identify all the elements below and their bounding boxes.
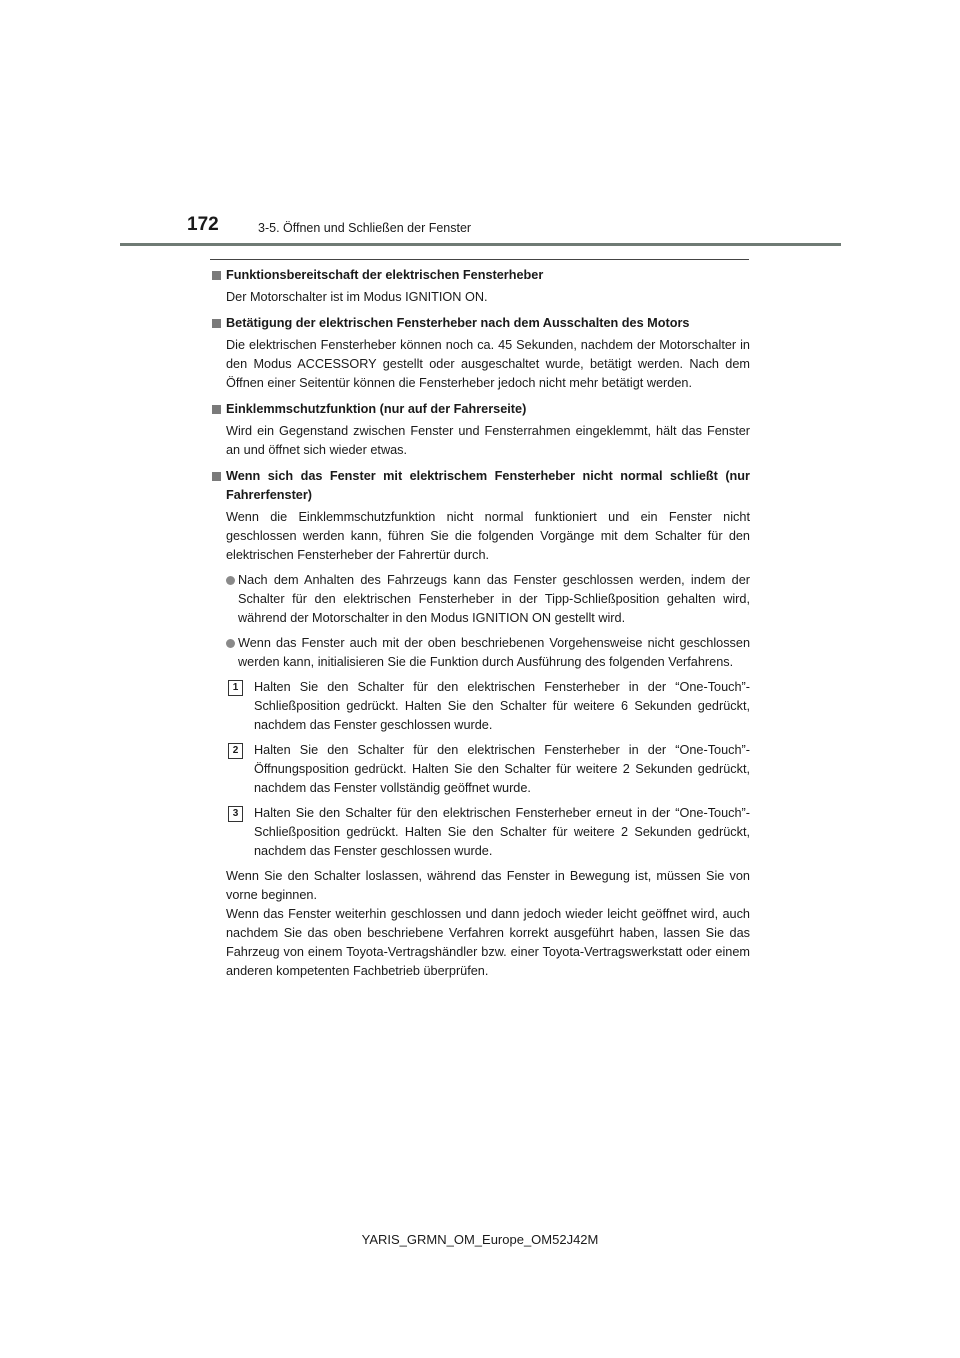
section-heading [210, 314, 750, 333]
closing-paragraph: Wenn Sie den Schalter loslassen, während das Fenster in Bewegung ist, müssen Sie von vorne beginnen. [226, 869, 750, 902]
footer-document-id: YARIS_GRMN_OM_Europe_OM52J42M [361, 1232, 599, 1247]
closing-paragraph: Wenn das Fenster weiterhin geschlossen und dann jedoch wieder leicht geöffnet wird, auch nachdem Sie das oben beschriebene Verfahren korrekt ausgeführt haben, lassen Sie das Fahrzeug von einem Toyota-Vertragshändler bzw. einer Toyota-Vertragswerkstatt oder einem anderen kompetenten Fachbetrieb überprüfen. [226, 907, 750, 978]
header-divider [120, 243, 841, 246]
bullet-text: Wenn das Fenster auch mit der oben beschriebenen Vorgehensweise nicht geschlossen werden kann, initialisieren Sie die Funktion durch Ausführung des folgenden Verfahrens. [238, 636, 750, 669]
round-bullet-icon [226, 576, 235, 585]
section-heading [210, 266, 750, 285]
step-item [210, 741, 750, 798]
step-text: Halten Sie den Schalter für den elektrischen Fensterheber in der “One-Touch”-Schließposition gedrückt. Halten Sie den Schalter für weitere 6 Sekunden gedrückt, nachdem das Fenster geschlossen wurde. [254, 680, 750, 732]
square-bullet-icon [212, 319, 221, 328]
step-number: 2 [228, 743, 243, 759]
section-heading-text: Einklemmschutzfunktion (nur auf der Fahrerseite) [226, 402, 527, 416]
section-paragraph: Der Motorschalter ist im Modus IGNITION ON. [226, 290, 488, 304]
step-item [210, 678, 750, 735]
content-divider [210, 259, 749, 260]
section-title: 3-5. Öffnen und Schließen der Fenster [258, 221, 472, 235]
section-heading-text: Betätigung der elektrischen Fensterheber nach dem Ausschalten des Motors [226, 316, 690, 330]
square-bullet-icon [212, 472, 221, 481]
step-number: 3 [228, 806, 243, 822]
section-heading [210, 400, 750, 419]
section-heading [210, 467, 750, 505]
section-paragraph: Die elektrischen Fensterheber können noch ca. 45 Sekunden, nachdem der Motorschalter in den Modus ACCESSORY gestellt oder ausgeschaltet wurde, betätigt werden. Nach dem Öffnen einer Seitentür können die Fensterheber jedoch nicht mehr betätigt werden. [226, 338, 750, 390]
square-bullet-icon [212, 405, 221, 414]
page-content [210, 266, 750, 981]
section-paragraph: Wenn die Einklemmschutzfunktion nicht normal funktioniert und ein Fenster nicht geschlossen werden kann, führen Sie die folgenden Vorgänge mit dem Schalter für den elektrischen Fensterheber der Fahrertür durch. [226, 510, 750, 562]
section-heading-text: Wenn sich das Fenster mit elektrischem Fensterheber nicht normal schließt (nur Fahrerfenster) [226, 469, 750, 502]
step-number: 1 [228, 680, 243, 696]
page-number: 172 [187, 214, 219, 235]
round-bullet-icon [226, 639, 235, 648]
step-text: Halten Sie den Schalter für den elektrischen Fensterheber in der “One-Touch”-Öffnungsposition gedrückt. Halten Sie den Schalter für weitere 2 Sekunden gedrückt, nachdem das Fenster vollständig geöffnet wurde. [254, 743, 750, 795]
step-text: Halten Sie den Schalter für den elektrischen Fensterheber erneut in der “One-Touch”-Schließposition gedrückt. Halten Sie den Schalter für weitere 2 Sekunden gedrückt, nachdem das Fenster geschlossen wurde. [254, 806, 750, 858]
step-item [210, 804, 750, 861]
bullet-item [210, 571, 750, 628]
bullet-item [210, 634, 750, 672]
section-heading-text: Funktionsbereitschaft der elektrischen Fensterheber [226, 268, 544, 282]
section-paragraph: Wird ein Gegenstand zwischen Fenster und Fensterrahmen eingeklemmt, hält das Fenster an und öffnet sich wieder etwas. [226, 424, 750, 457]
square-bullet-icon [212, 271, 221, 280]
bullet-text: Nach dem Anhalten des Fahrzeugs kann das Fenster geschlossen werden, indem der Schalter für den elektrischen Fensterheber in der Tipp-Schließposition gehalten wird, während der Motorschalter in den Modus IGNITION ON gestellt wird. [238, 573, 750, 625]
